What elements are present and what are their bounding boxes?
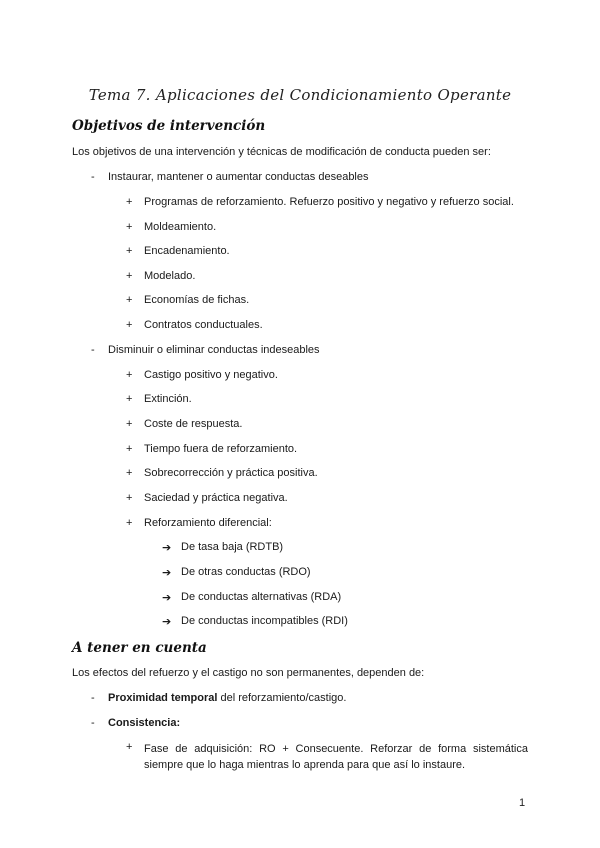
plus-bullet: + <box>126 319 133 331</box>
list-item: Sobrecorrección y práctica positiva. <box>144 467 318 479</box>
list-item-fase-adquisicion: Fase de adquisición: RO + Consecuente. Reforzar de forma sistemática siempre que lo haga mientras lo aprenda para que así lo instaure. <box>144 743 528 771</box>
dash-bullet: - <box>91 344 95 356</box>
sub-list-item: De otras conductas (RDO) <box>181 566 311 578</box>
plus-bullet: + <box>126 369 133 381</box>
plus-bullet: + <box>126 741 133 753</box>
arrow-bullet-icon: ➔ <box>162 592 172 604</box>
arrow-bullet-icon: ➔ <box>162 542 172 554</box>
plus-bullet: + <box>126 443 133 455</box>
list-item: Encadenamiento. <box>144 245 230 257</box>
dash-bullet: - <box>91 692 95 704</box>
list-item: Reforzamiento diferencial: <box>144 517 272 529</box>
plus-bullet: + <box>126 393 133 405</box>
section-heading-a-tener-en-cuenta: A tener en cuenta <box>72 640 207 656</box>
list-item: Contratos conductuales. <box>144 319 263 331</box>
page-title: Tema 7. Aplicaciones del Condicionamiento Operante <box>88 86 512 104</box>
sub-list-item: De conductas incompatibles (RDI) <box>181 615 348 627</box>
list-item-group-label: Disminuir o eliminar conductas indeseables <box>108 344 320 356</box>
list-item: Modelado. <box>144 270 196 282</box>
list-item-group-label: Instaurar, mantener o aumentar conductas deseables <box>108 171 369 183</box>
arrow-bullet-icon: ➔ <box>162 616 172 628</box>
plus-bullet: + <box>126 245 133 257</box>
plus-bullet: + <box>126 492 133 504</box>
list-item: Tiempo fuera de reforzamiento. <box>144 443 298 455</box>
list-item-consistencia: Consistencia: <box>108 717 181 729</box>
page-number: 1 <box>519 797 526 809</box>
arrow-bullet-icon: ➔ <box>162 567 172 579</box>
list-item: Saciedad y práctica negativa. <box>144 492 288 504</box>
section-intro-objetivos: Los objetivos de una intervención y técnicas de modificación de conducta pueden ser: <box>72 146 491 158</box>
section-heading-objetivos: Objetivos de intervención <box>72 118 266 134</box>
plus-bullet: + <box>126 270 133 282</box>
list-item-proximidad <box>108 692 346 704</box>
list-item: Moldeamiento. <box>144 221 217 233</box>
section-intro-a-tener-en-cuenta: Los efectos del refuerzo y el castigo no son permanentes, dependen de: <box>72 667 425 679</box>
list-item: Extinción. <box>144 393 192 405</box>
sub-list-item: De conductas alternativas (RDA) <box>181 591 342 603</box>
plus-bullet: + <box>126 196 133 208</box>
list-item: Castigo positivo y negativo. <box>144 369 278 381</box>
plus-bullet: + <box>126 517 133 529</box>
term-description: del reforzamiento/castigo. <box>217 692 347 704</box>
list-item: Coste de respuesta. <box>144 418 243 430</box>
bold-term: Proximidad temporal <box>108 692 218 704</box>
list-item: Programas de reforzamiento. Refuerzo positivo y negativo y refuerzo social. <box>144 196 514 208</box>
plus-bullet: + <box>126 418 133 430</box>
sub-list-item: De tasa baja (RDTB) <box>181 541 284 553</box>
list-item: Economías de fichas. <box>144 294 250 306</box>
dash-bullet: - <box>91 171 95 183</box>
plus-bullet: + <box>126 467 133 479</box>
plus-bullet: + <box>126 294 133 306</box>
plus-bullet: + <box>126 221 133 233</box>
dash-bullet: - <box>91 717 95 729</box>
